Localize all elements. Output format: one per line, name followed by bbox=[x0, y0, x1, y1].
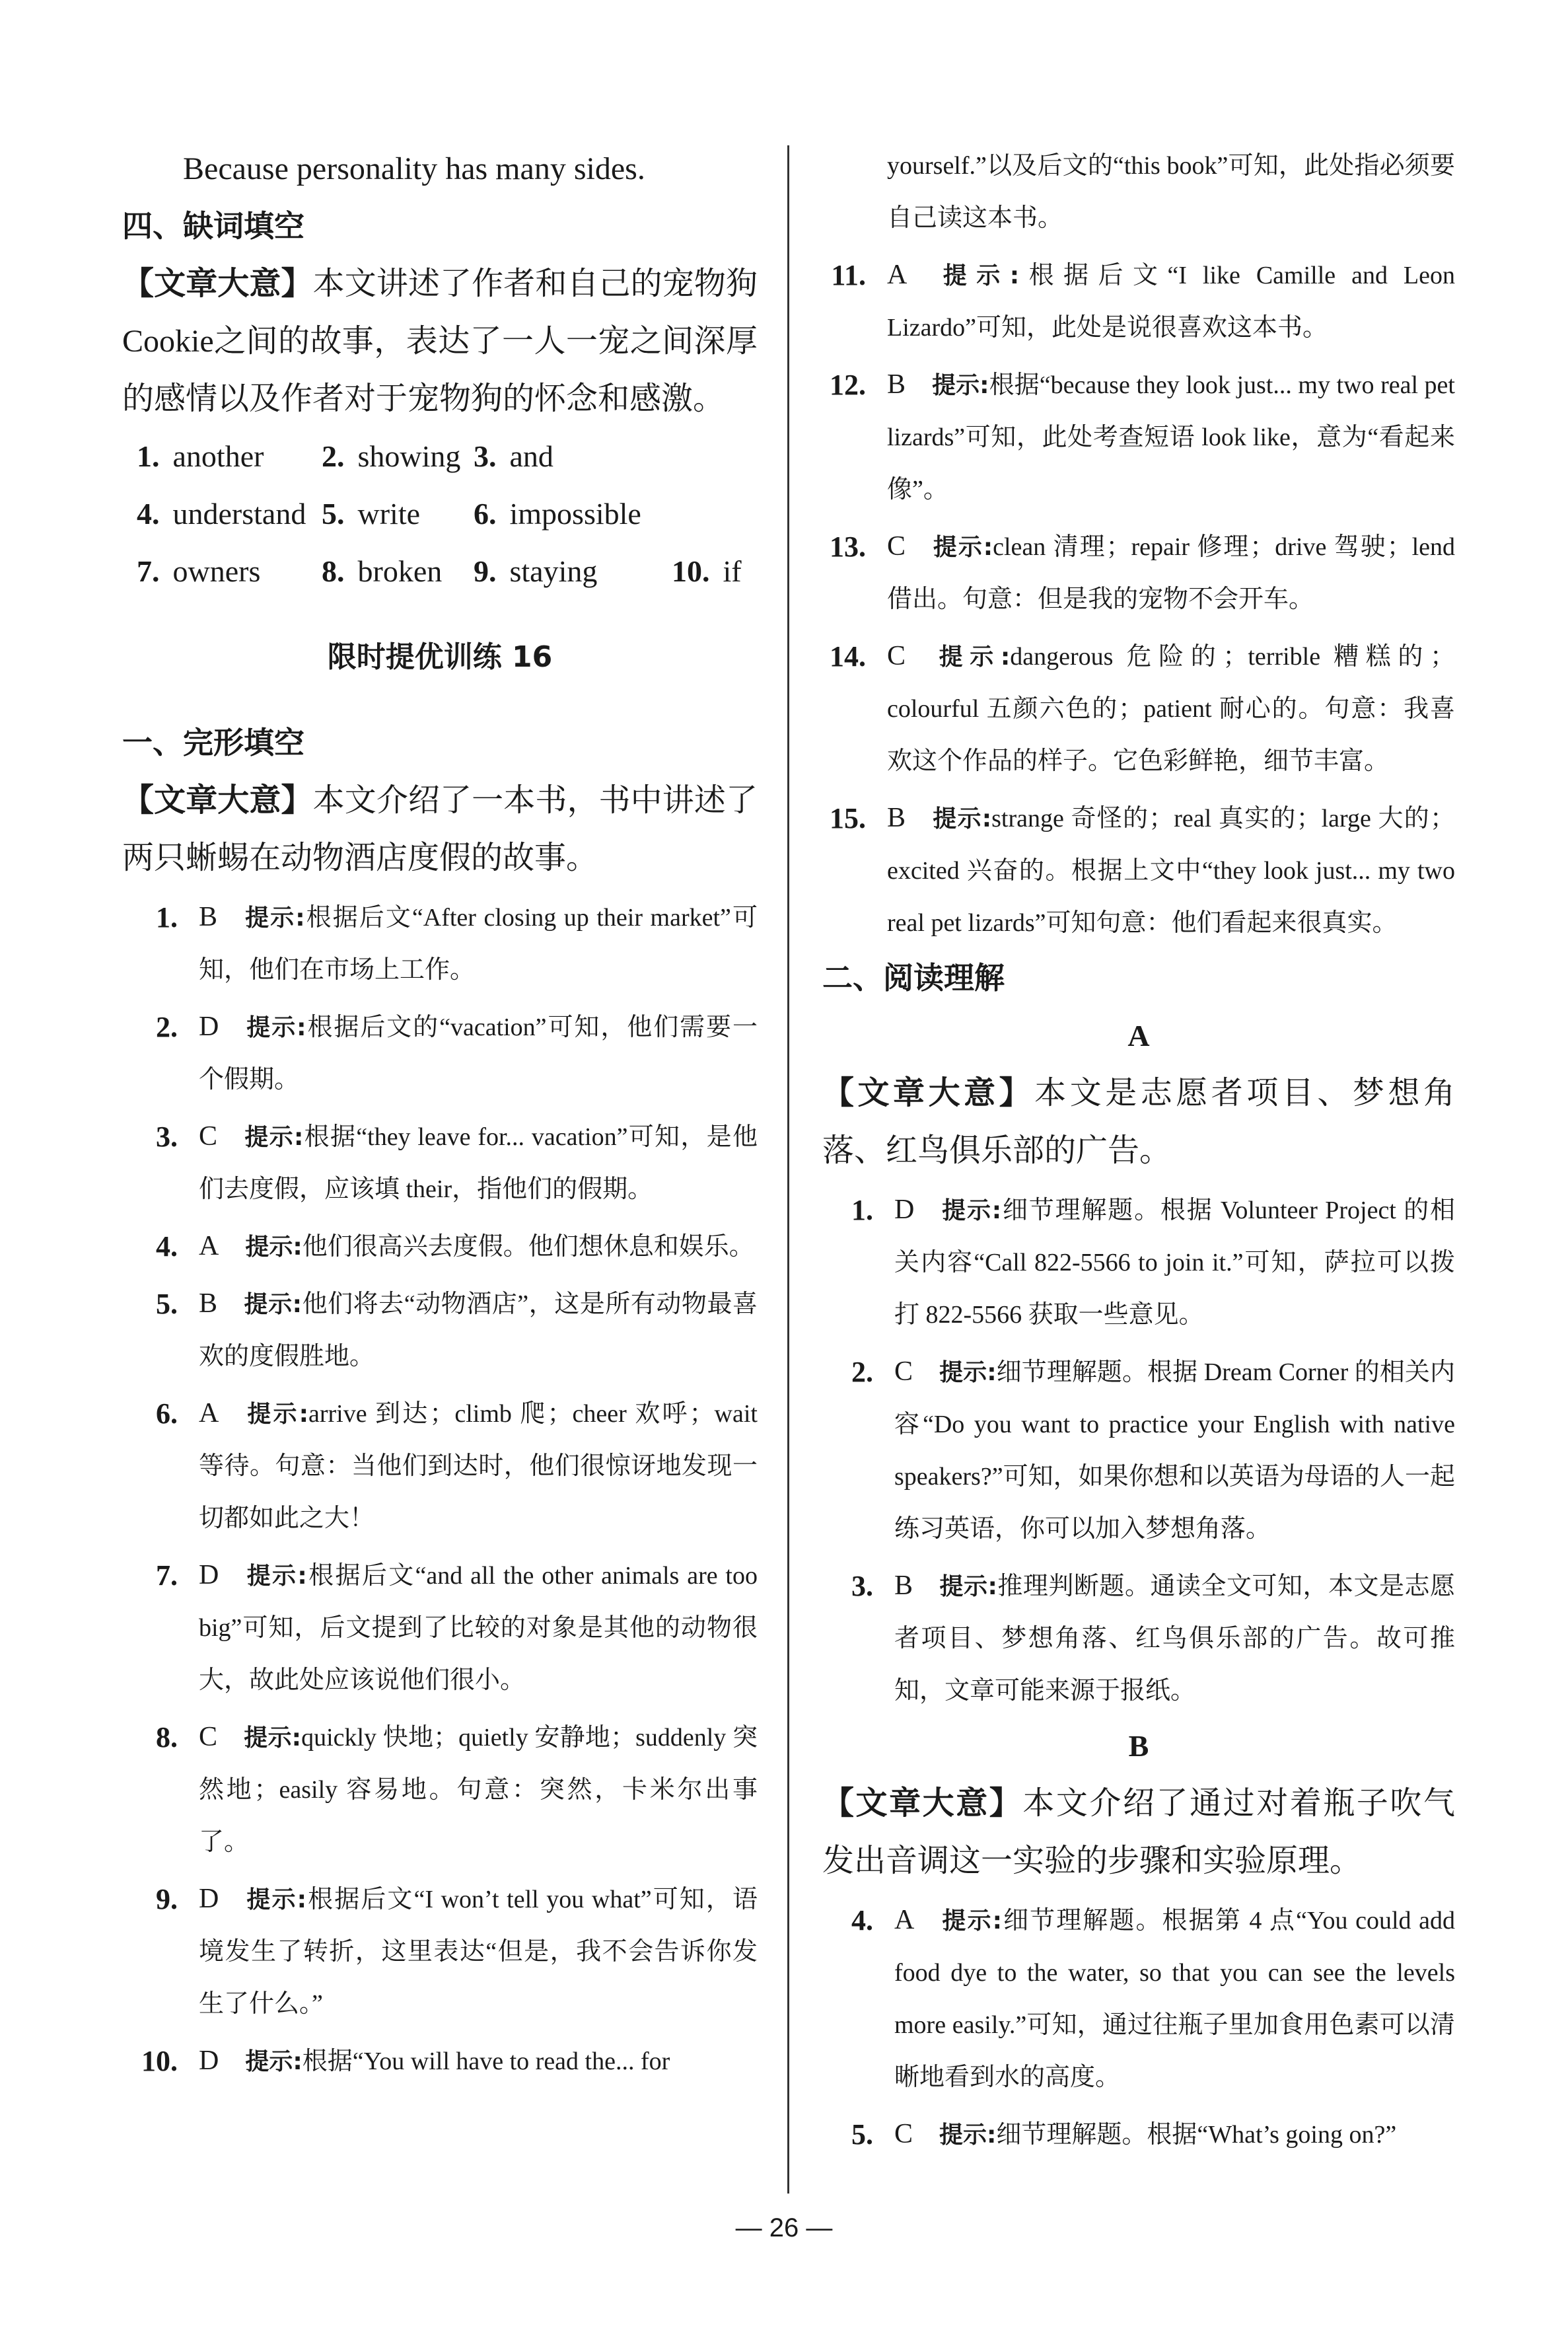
column-divider bbox=[787, 145, 789, 2194]
answer-letter: C bbox=[887, 641, 906, 671]
item-number: 8. bbox=[156, 1721, 178, 1753]
hint-label: 提示: bbox=[244, 1291, 303, 1318]
hint-text: 根据“they leave for... vacation”可知，是他们去度假，应该填 their，指他们的假期。 bbox=[199, 1123, 758, 1203]
hint-text: 细节理解题。根据第 4 点“You could add food dye to the water, so that you can see the levels more easily.”可知，通过往瓶子里加食用色素可以清晰地看到水的高度。 bbox=[894, 1907, 1455, 2091]
hint-label: 提示: bbox=[244, 1724, 302, 1752]
answer-letter: C bbox=[894, 1356, 913, 1387]
hint-label: 提示: bbox=[932, 372, 989, 399]
hint-text: strange 奇怪的；real 真实的；large 大的；excited 兴奋的。根据上文中“they look just... my two real pet lizards”可知句意：他们看起来很真实。 bbox=[887, 805, 1455, 937]
answer-item bbox=[122, 1220, 758, 1273]
section-heading: 二、阅读理解 bbox=[822, 960, 1005, 996]
item-number: 3. bbox=[156, 1121, 178, 1153]
answer-item bbox=[122, 1111, 758, 1216]
hint-text: arrive 到达；climb 爬；cheer 欢呼；wait 等待。句意：当他们到达时，他们很惊讶地发现一切都如此之大！ bbox=[199, 1400, 758, 1532]
page-number: — 26 — bbox=[735, 2213, 833, 2242]
hint-text: 推理判断题。通读全文可知，本文是志愿者项目、梦想角落、红鸟俱乐部的广告。故可推知，文章可能来源于报纸。 bbox=[894, 1572, 1455, 1705]
section-heading: 一、完形填空 bbox=[122, 725, 304, 760]
hint-label: 提示: bbox=[245, 1234, 303, 1261]
summary-text: 本文是志愿者项目、梦想角落、红鸟俱乐部的广告。 bbox=[822, 1076, 1455, 1168]
hint-label: 提示: bbox=[245, 1014, 306, 1041]
answer-text: and bbox=[509, 439, 553, 473]
answer-item bbox=[822, 1894, 1455, 2104]
hint-text: 细节理解题。根据 Volunteer Project 的相关内容“Call 822-5566 to join it.”可知，萨拉可以拨打 822-5566 获取一些意见。 bbox=[894, 1197, 1455, 1329]
answer-letter: A bbox=[887, 260, 908, 290]
answer-item bbox=[122, 1711, 758, 1868]
carry-line: Because personality has many sides. bbox=[183, 151, 645, 186]
item-number: 2. bbox=[851, 1356, 873, 1388]
answer-letter: C bbox=[894, 2119, 913, 2149]
part-label: A bbox=[1127, 1019, 1150, 1052]
answer-item bbox=[822, 1560, 1455, 1717]
answer-word bbox=[672, 542, 791, 600]
hint-label: 提示: bbox=[932, 534, 993, 561]
answer-word bbox=[137, 485, 322, 542]
summary-paragraph bbox=[122, 255, 758, 427]
answer-item bbox=[822, 1184, 1455, 1341]
hint-text: quickly 快地；quietly 安静地；suddenly 突然地；easily 容易地。句意：突然，卡米尔出事了。 bbox=[199, 1724, 758, 1856]
item-number: 4. bbox=[851, 1904, 873, 1937]
answer-list bbox=[822, 249, 1455, 949]
answer-word bbox=[474, 542, 672, 600]
summary-paragraph bbox=[122, 772, 758, 887]
hint-text: 细节理解题。根据 Dream Corner 的相关内容“Do you want to practice your English with native speakers?”可知，如果你想和以英语为母语的人一起练习英语，你可以加入梦想角落。 bbox=[894, 1358, 1455, 1543]
section-heading: 四、缺词填空 bbox=[122, 208, 304, 244]
item-number: 2. bbox=[156, 1011, 178, 1043]
hint-text: 细节理解题。根据“What’s going on?” bbox=[996, 2121, 1397, 2149]
answer-text: broken bbox=[357, 554, 443, 588]
hint-label: 提示: bbox=[941, 1907, 1002, 1935]
answer-word bbox=[137, 542, 322, 600]
answer-letter: D bbox=[199, 1560, 219, 1590]
hint-text: 他们将去“动物酒店”，这是所有动物最喜欢的度假胜地。 bbox=[199, 1290, 758, 1370]
answer-word bbox=[672, 427, 791, 485]
hint-label: 提示: bbox=[932, 805, 992, 832]
answer-item bbox=[122, 1873, 758, 2030]
answer-item bbox=[122, 1549, 758, 1707]
carry-text: yourself.”以及后文的“this book”可知，此处指必须要自己读这本书。 bbox=[887, 152, 1455, 232]
item-number: 11. bbox=[831, 259, 866, 291]
hint-text: 根据“because they look just... my two real pet lizards”可知，此处考查短语 look like，意为“看起来像”。 bbox=[887, 371, 1455, 503]
summary-tag: 【文章大意】 bbox=[122, 782, 313, 819]
answer-item bbox=[822, 249, 1455, 354]
answer-text: understand bbox=[172, 497, 306, 531]
answer-number: 6. bbox=[474, 497, 497, 531]
hint-label: 提示: bbox=[245, 1563, 307, 1590]
item-number: 5. bbox=[156, 1288, 178, 1320]
item-number: 4. bbox=[156, 1230, 178, 1263]
answer-item bbox=[122, 2035, 758, 2088]
summary-tag: 【文章大意】 bbox=[822, 1785, 1023, 1822]
item-number: 6. bbox=[156, 1397, 178, 1430]
answer-item bbox=[822, 792, 1455, 949]
answer-letter: C bbox=[199, 1121, 218, 1152]
answer-item bbox=[122, 1278, 758, 1383]
answer-number: 9. bbox=[474, 554, 497, 588]
answer-letter: C bbox=[199, 1722, 218, 1752]
hint-text: 根据后文“I won’t tell you what”可知，语境发生了转折，这里表达“但是，我不会告诉你发生了什么。” bbox=[199, 1886, 758, 2018]
left-column bbox=[122, 140, 758, 2088]
answer-letter: B bbox=[887, 803, 906, 833]
hint-label: 提示: bbox=[244, 904, 305, 932]
item-number: 10. bbox=[141, 2045, 178, 2077]
hint-text: 根据后文的“vacation”可知，他们需要一个假期。 bbox=[199, 1014, 758, 1093]
answer-item bbox=[822, 630, 1455, 788]
answer-number: 10. bbox=[672, 554, 710, 588]
answer-text: impossible bbox=[509, 497, 641, 531]
answer-text: showing bbox=[357, 439, 461, 473]
answer-text: another bbox=[172, 439, 264, 473]
answer-letter: A bbox=[199, 1231, 219, 1261]
answer-word bbox=[137, 427, 322, 485]
answer-letter: D bbox=[894, 1195, 915, 1225]
answer-item bbox=[822, 1346, 1455, 1555]
answer-number: 4. bbox=[137, 497, 160, 531]
item-number: 15. bbox=[830, 802, 866, 834]
item-number: 3. bbox=[851, 1570, 873, 1602]
answer-letter: D bbox=[199, 2046, 219, 2076]
item-number: 1. bbox=[851, 1194, 873, 1226]
hint-text: 根据后文“and all the other animals are too big”可知，后文提到了比较的对象是其他的动物很大，故此处应该说他们很小。 bbox=[199, 1562, 758, 1694]
answer-item bbox=[122, 1001, 758, 1106]
answer-text: write bbox=[357, 497, 421, 531]
hint-label: 提示: bbox=[244, 1124, 304, 1151]
answer-item bbox=[122, 891, 758, 996]
answer-item bbox=[822, 521, 1455, 626]
answer-list bbox=[822, 1894, 1455, 2161]
answer-letter: D bbox=[199, 1012, 219, 1042]
answer-number: 5. bbox=[322, 497, 345, 531]
answer-item bbox=[822, 359, 1455, 516]
item-number: 7. bbox=[156, 1559, 178, 1592]
answer-text: owners bbox=[172, 554, 261, 588]
answer-item bbox=[122, 1387, 758, 1545]
answer-item bbox=[822, 2108, 1455, 2161]
answer-number: 3. bbox=[474, 439, 497, 473]
part-label: B bbox=[1128, 1729, 1149, 1763]
summary-text: 本文介绍了一本书，书中讲述了两只蜥蜴在动物酒店度假的故事。 bbox=[122, 783, 758, 875]
hint-label: 提示: bbox=[245, 1886, 307, 1913]
answer-word bbox=[322, 542, 474, 600]
summary-paragraph bbox=[822, 1064, 1455, 1179]
hint-label: 提示: bbox=[939, 1359, 997, 1386]
answer-letter: A bbox=[199, 1398, 219, 1428]
hint-label: 提示: bbox=[939, 2122, 997, 2149]
summary-paragraph bbox=[822, 1775, 1455, 1890]
answer-number: 2. bbox=[322, 439, 345, 473]
hint-label: 提示: bbox=[941, 1197, 1002, 1224]
answer-word bbox=[672, 485, 791, 542]
hint-text: 根据后文“After closing up their market”可知，他们在市场上工作。 bbox=[199, 904, 758, 984]
hint-label: 提示: bbox=[245, 1401, 308, 1428]
right-column bbox=[822, 140, 1455, 2161]
hint-text: 他们很高兴去度假。他们想休息和娱乐。 bbox=[302, 1233, 754, 1261]
item-number: 14. bbox=[830, 640, 866, 673]
summary-text: 本文讲述了作者和自己的宠物狗Cookie之间的故事，表达了一人一宠之间深厚的感情以及作者对于宠物狗的怀念和感激。 bbox=[122, 266, 758, 416]
answer-text: staying bbox=[509, 554, 598, 588]
hint-text: clean 清理；repair 修理；drive 驾驶；lend 借出。句意：但是我的宠物不会开车。 bbox=[887, 533, 1455, 613]
hint-text: 根据后文“I like Camille and Leon Lizardo”可知，此处是说很喜欢这本书。 bbox=[887, 262, 1455, 342]
answer-letter: B bbox=[894, 1570, 913, 1601]
hint-text: dangerous 危险的；terrible 糟糕的；colourful 五颜六色的；patient 耐心的。句意：我喜欢这个作品的样子。它色彩鲜艳，细节丰富。 bbox=[887, 643, 1456, 775]
hint-label: 提示: bbox=[933, 262, 1020, 289]
answer-number: 7. bbox=[137, 554, 160, 588]
answer-grid bbox=[122, 427, 743, 600]
summary-tag: 【文章大意】 bbox=[822, 1074, 1035, 1111]
answer-letter: B bbox=[199, 1288, 218, 1319]
answer-text: if bbox=[723, 554, 742, 588]
hint-label: 提示: bbox=[245, 2048, 303, 2075]
hint-text: 根据“You will have to read the... for bbox=[302, 2048, 670, 2075]
answer-letter: B bbox=[199, 902, 218, 932]
answer-letter: A bbox=[894, 1905, 915, 1935]
answer-word bbox=[322, 427, 474, 485]
summary-text: 本文介绍了通过对着瓶子吹气发出音调这一实验的步骤和实验原理。 bbox=[822, 1786, 1455, 1878]
answer-letter: D bbox=[199, 1884, 219, 1914]
answer-letter: B bbox=[887, 369, 906, 400]
answer-word bbox=[474, 427, 672, 485]
hint-label: 提示: bbox=[932, 644, 1011, 671]
answer-number: 1. bbox=[137, 439, 160, 473]
answer-letter: C bbox=[887, 531, 906, 562]
item-number: 13. bbox=[830, 531, 866, 563]
answer-word bbox=[322, 485, 474, 542]
unit-title: 限时提优训练 16 bbox=[327, 640, 553, 674]
item-number: 5. bbox=[851, 2118, 873, 2151]
item-number: 12. bbox=[830, 369, 866, 401]
answer-word bbox=[474, 485, 672, 542]
item-number: 9. bbox=[156, 1883, 178, 1915]
answer-number: 8. bbox=[322, 554, 345, 588]
hint-label: 提示: bbox=[939, 1573, 997, 1600]
answer-list bbox=[122, 891, 758, 2088]
answer-list bbox=[822, 1184, 1455, 1717]
summary-tag: 【文章大意】 bbox=[122, 265, 313, 302]
item-number: 1. bbox=[156, 901, 178, 934]
